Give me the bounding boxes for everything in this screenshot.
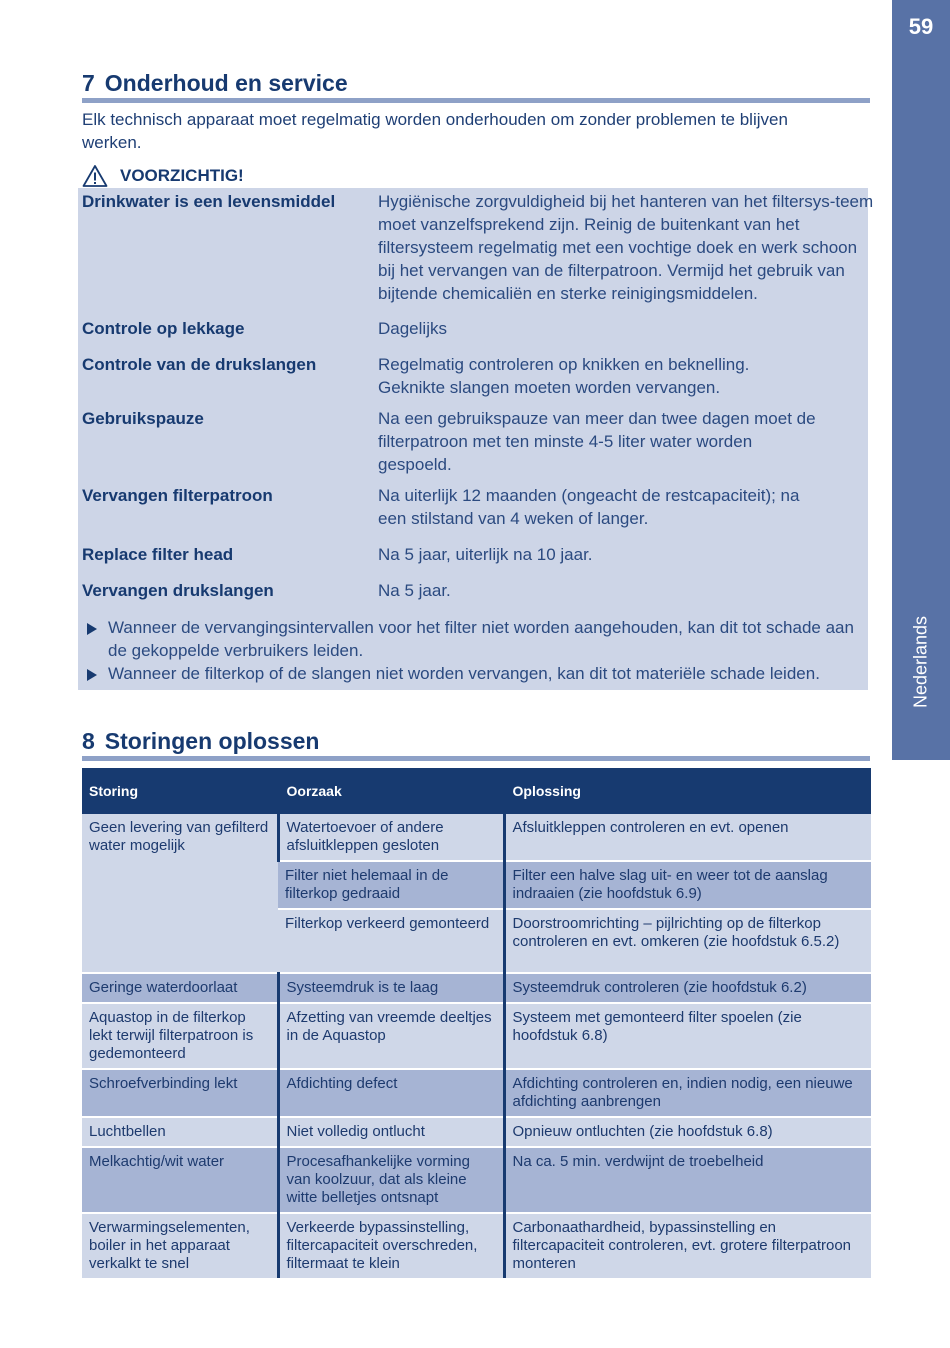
section-8-title: Storingen oplossen <box>104 728 320 754</box>
cell-storing: Geringe waterdoorlaat <box>82 973 278 1003</box>
maintenance-label: Vervangen drukslangen <box>82 581 274 600</box>
cell-oorzaak: Verkeerde bypassinstelling, filtercapaciteit overschreden, filtermaat te klein <box>278 1213 504 1278</box>
header-storing: Storing <box>82 768 278 814</box>
maintenance-label: Vervangen filterpatroon <box>82 486 273 505</box>
section-7-title: Onderhoud en service <box>104 70 348 96</box>
warning-bullets <box>78 616 868 685</box>
table-row <box>82 1147 871 1213</box>
cell-oorzaak: Filterkop verkeerd gemonteerd <box>278 909 504 973</box>
cell-oplossing: Carbonaathardheid, bypassinstelling en filtercapaciteit controleren, evt. grotere filterpatroon monteren <box>504 1213 871 1278</box>
bullet-text: Wanneer de vervangingsintervallen voor het filter niet worden aangehouden, kan dit tot schade aan de gekoppelde verbruikers leiden. <box>108 618 854 660</box>
bullet-arrow-icon <box>87 623 97 635</box>
cell-oplossing: Doorstroomrichting – pijlrichting op de filterkop controleren en evt. omkeren (zie hoofdstuk 6.5.2) <box>504 909 871 973</box>
table-row <box>82 1069 871 1117</box>
bullet-text: Wanneer de filterkop of de slangen niet worden vervangen, kan dit tot materiële schade leiden. <box>108 664 820 683</box>
maintenance-text: Na een gebruikspauze van meer dan twee dagen moet de filterpatroon met ten minste 4-5 liter water worden gespoeld. <box>378 409 816 474</box>
header-oorzaak: Oorzaak <box>278 768 504 814</box>
cell-oplossing: Systeemdruk controleren (zie hoofdstuk 6.2) <box>504 973 871 1003</box>
maintenance-label: Controle van de drukslangen <box>82 355 317 374</box>
table-row <box>82 1003 871 1069</box>
maintenance-text: Regelmatig controleren op knikken en beknelling. Geknikte slangen moeten worden vervangen. <box>378 355 750 397</box>
maintenance-text: Dagelijks <box>378 319 447 338</box>
section-7-heading <box>82 72 348 95</box>
cell-storing: Melkachtig/wit water <box>82 1147 278 1213</box>
maintenance-label: Gebruikspauze <box>82 409 204 428</box>
maintenance-text: Na 5 jaar. <box>378 581 451 600</box>
warning-label: VOORZICHTIG! <box>120 166 244 185</box>
warning-box <box>78 188 874 690</box>
header-oplossing: Oplossing <box>504 768 871 814</box>
cell-oplossing: Filter een halve slag uit- en weer tot de aanslag indraaien (zie hoofdstuk 6.9) <box>504 861 871 909</box>
maintenance-label: Drinkwater is een levensmiddel <box>82 192 336 211</box>
table-row <box>82 973 871 1003</box>
maintenance-text: Na 5 jaar, uiterlijk na 10 jaar. <box>378 545 593 564</box>
cell-oorzaak: Niet volledig ontlucht <box>278 1117 504 1147</box>
table-row <box>82 1117 871 1147</box>
cell-oplossing: Opnieuw ontluchten (zie hoofdstuk 6.8) <box>504 1117 871 1147</box>
table-row <box>82 814 871 861</box>
section-8-heading <box>82 730 319 753</box>
cell-storing: Schroefverbinding lekt <box>82 1069 278 1117</box>
warning-triangle-icon <box>82 164 108 188</box>
cell-oplossing: Systeem met gemonteerd filter spoelen (zie hoofdstuk 6.8) <box>504 1003 871 1069</box>
maintenance-label: Replace filter head <box>82 545 234 564</box>
cell-storing: Verwarmingselementen, boiler in het apparaat verkalkt te snel <box>82 1213 278 1278</box>
table-row <box>82 1213 871 1278</box>
cell-oorzaak: Procesafhankelijke vorming van koolzuur, dat als kleine witte belletjes ontsnapt <box>278 1147 504 1213</box>
page-number: 59 <box>908 14 934 39</box>
section-8-number: 8 <box>82 728 95 754</box>
maintenance-label: Controle op lekkage <box>82 319 245 338</box>
cell-oorzaak: Watertoevoer of andere afsluitkleppen gesloten <box>278 814 504 861</box>
bullet-item <box>78 616 868 662</box>
section-7-number: 7 <box>82 70 95 96</box>
cell-storing: Geen levering van gefilterd water mogelijk <box>82 814 278 973</box>
table-header-row <box>82 768 871 814</box>
language-tab: Nederlands <box>910 615 931 709</box>
cell-oplossing: Afsluitkleppen controleren en evt. openen <box>504 814 871 861</box>
maintenance-text: Na uiterlijk 12 maanden (ongeacht de restcapaciteit); na een stilstand van 4 weken of langer. <box>378 486 800 528</box>
cell-oorzaak: Afzetting van vreemde deeltjes in de Aquastop <box>278 1003 504 1069</box>
cell-oplossing: Na ca. 5 min. verdwijnt de troebelheid <box>504 1147 871 1213</box>
cell-storing: Aquastop in de filterkop lekt terwijl filterpatroon is gedemonteerd <box>82 1003 278 1069</box>
cell-storing: Luchtbellen <box>82 1117 278 1147</box>
bullet-item <box>78 662 868 685</box>
section-8-rule <box>82 756 870 761</box>
section-7-rule <box>82 98 870 103</box>
troubleshooting-table <box>82 768 871 1278</box>
cell-oorzaak: Systeemdruk is te laag <box>278 973 504 1003</box>
cell-oorzaak: Filter niet helemaal in de filterkop gedraaid <box>278 861 504 909</box>
section-7-intro: Elk technisch apparaat moet regelmatig worden onderhouden om zonder problemen te blijven werken. <box>82 110 788 152</box>
cell-oorzaak: Afdichting defect <box>278 1069 504 1117</box>
warning-header <box>82 163 244 189</box>
maintenance-text: Hygiënische zorgvuldigheid bij het hanteren van het filtersys-teem moet vanzelfsprekend zijn. Reinig de buitenkant van het filtersysteem regelmatig met een vochtige doek en werk schoon bij het vervangen van de filterpatroon. Vermijd het gebruik van bijtende chemicaliën en sterke reinigingsmiddelen. <box>378 192 874 303</box>
bullet-arrow-icon <box>87 669 97 681</box>
cell-oplossing: Afdichting controleren en, indien nodig, een nieuwe afdichting aanbrengen <box>504 1069 871 1117</box>
